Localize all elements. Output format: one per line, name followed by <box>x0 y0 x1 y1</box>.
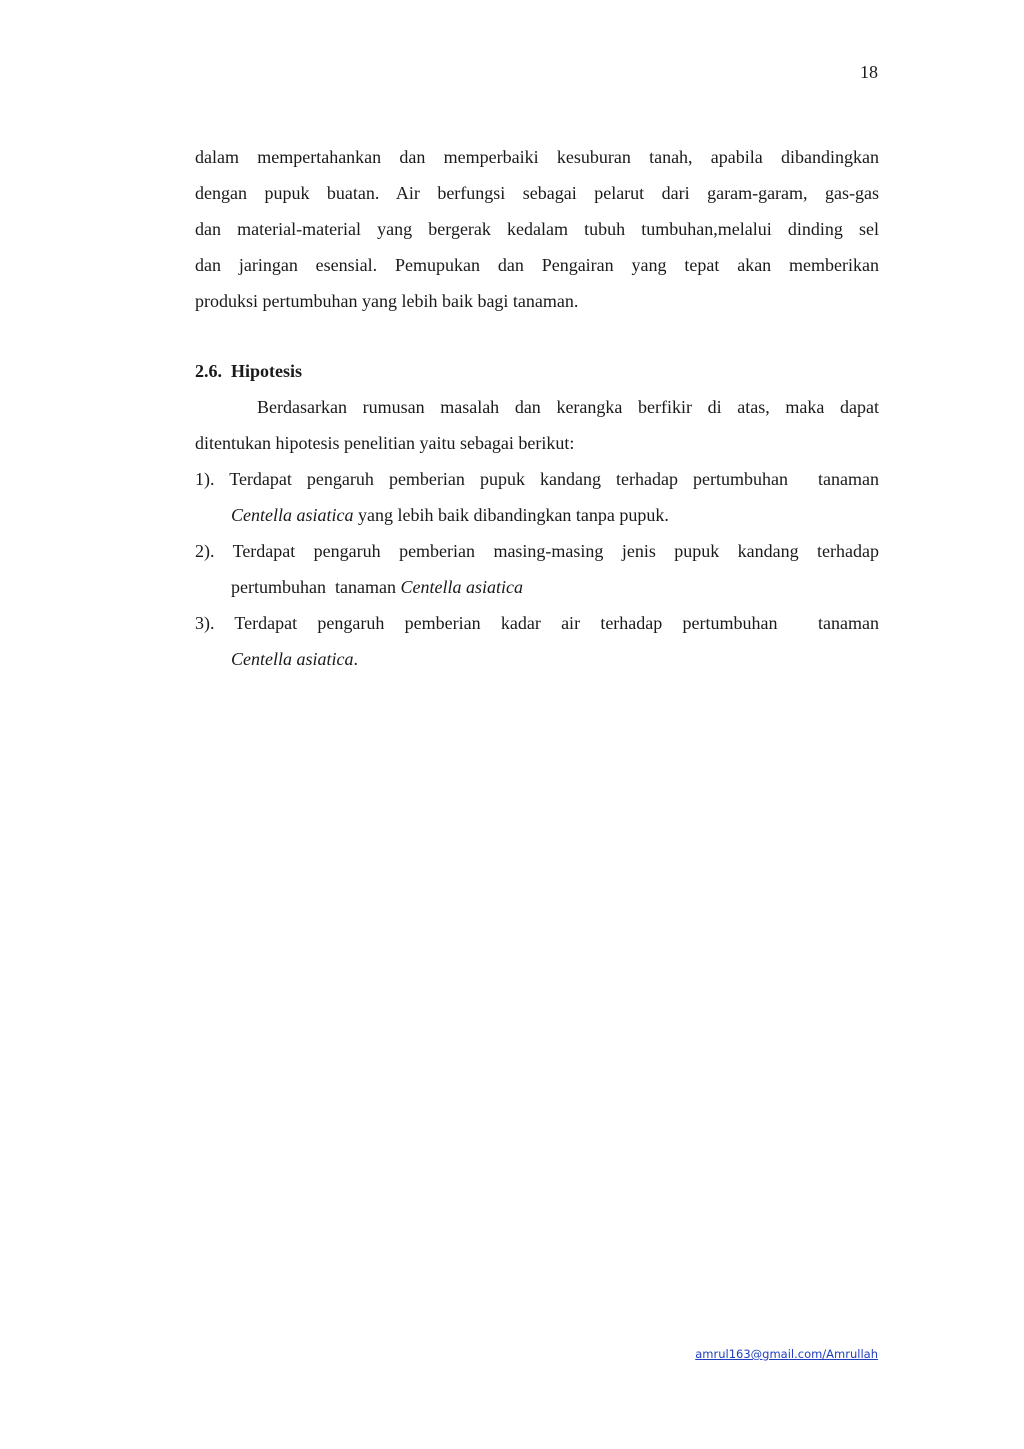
species-name: Centella asiatica <box>231 505 354 525</box>
hypothesis-section <box>195 353 879 677</box>
species-name: Centella asiatica <box>400 577 523 597</box>
footer-email-link[interactable]: amrul163@gmail.com/Amrullah <box>695 1347 878 1361</box>
item-text: . <box>353 649 358 669</box>
item-text: yang lebih baik dibandingkan tanpa pupuk. <box>353 505 669 525</box>
hypothesis-item-3-cont <box>195 641 879 677</box>
intro-line: Berdasarkan rumusan masalah dan kerangka berfikir di atas, maka dapat <box>257 397 879 417</box>
paragraph-line: dan jaringan esensial. Pemupukan dan Pengairan yang tepat akan memberikan <box>195 255 879 275</box>
hypothesis-item-2-cont <box>195 569 879 605</box>
paragraph-line: dengan pupuk buatan. Air berfungsi sebagai pelarut dari garam-garam, gas-gas <box>195 183 879 203</box>
hypothesis-item-3: 3). Terdapat pengaruh pemberian kadar air terhadap pertumbuhan tanaman <box>195 613 879 633</box>
page-number: 18 <box>860 62 878 82</box>
paragraph-line: dalam mempertahankan dan memperbaiki kesuburan tanah, apabila dibandingkan <box>195 147 879 167</box>
item-text: pertumbuhan tanaman <box>231 577 401 597</box>
paragraph-line: produksi pertumbuhan yang lebih baik bagi tanaman. <box>195 291 579 311</box>
paragraph-continuation <box>195 139 879 319</box>
species-name: Centella asiatica <box>231 649 354 669</box>
intro-line: ditentukan hipotesis penelitian yaitu sebagai berikut: <box>195 433 575 453</box>
hypothesis-item-1: 1). Terdapat pengaruh pemberian pupuk kandang terhadap pertumbuhan tanaman <box>195 469 879 489</box>
hypothesis-item-2: 2). Terdapat pengaruh pemberian masing-masing jenis pupuk kandang terhadap <box>195 541 879 561</box>
hypothesis-item-1-cont <box>195 497 879 533</box>
paragraph-line: dan material-material yang bergerak kedalam tubuh tumbuhan,melalui dinding sel <box>195 219 879 239</box>
section-heading: 2.6. Hipotesis <box>195 361 303 381</box>
